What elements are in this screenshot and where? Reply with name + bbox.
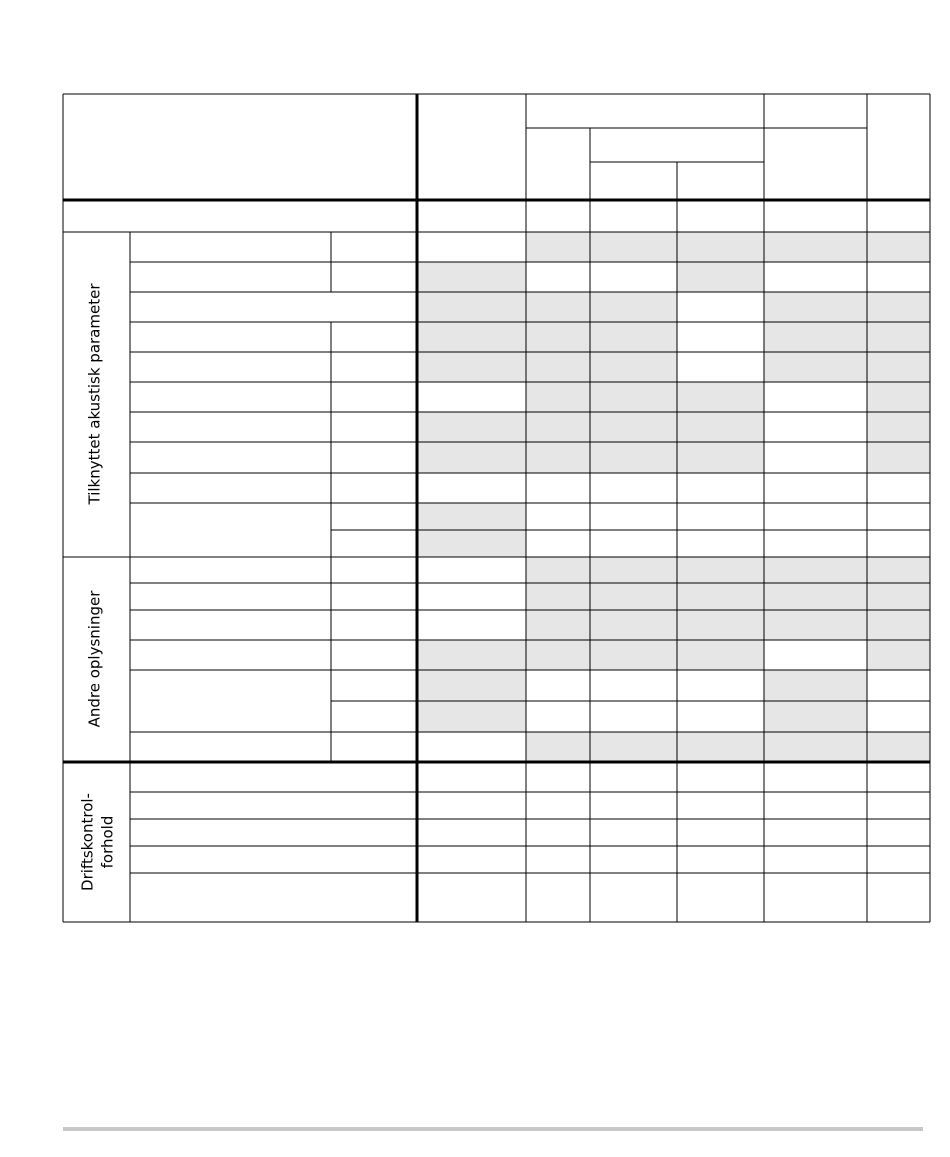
tilknyttet-shaded-cell bbox=[677, 442, 764, 473]
tilknyttet-shaded-cell bbox=[867, 352, 930, 382]
andre-shaded-cell bbox=[526, 732, 590, 762]
tilknyttet-shaded-cell bbox=[417, 442, 526, 473]
tilknyttet-shaded-cell bbox=[526, 382, 590, 412]
tilknyttet-shaded-cell bbox=[417, 262, 526, 292]
tilknyttet-shaded-cell bbox=[867, 442, 930, 473]
andre-shaded-cell bbox=[764, 583, 867, 610]
shaded-cells bbox=[417, 232, 930, 762]
andre-shaded-cell bbox=[764, 732, 867, 762]
tilknyttet-shaded-cell bbox=[677, 232, 764, 262]
tilknyttet-shaded-cell bbox=[677, 412, 764, 442]
tilknyttet-shaded-cell bbox=[526, 292, 590, 322]
andre-shaded-cell bbox=[677, 610, 764, 640]
andre-shaded-cell bbox=[677, 557, 764, 583]
andre-shaded-cell bbox=[526, 640, 590, 670]
footer-rule bbox=[63, 1127, 923, 1131]
tilknyttet-shaded-cell bbox=[764, 322, 867, 352]
tilknyttet-shaded-cell bbox=[417, 322, 526, 352]
tilknyttet-shaded-cell bbox=[590, 292, 677, 322]
tilknyttet-shaded-cell bbox=[867, 292, 930, 322]
section-label-tilknyttet: Tilknyttet akustisk parameter bbox=[85, 283, 104, 505]
andre-shaded-cell bbox=[417, 640, 526, 670]
andre-shaded-cell bbox=[590, 732, 677, 762]
tilknyttet-shaded-cell bbox=[677, 262, 764, 292]
andre-shaded-cell bbox=[526, 557, 590, 583]
andre-shaded-cell bbox=[526, 610, 590, 640]
andre-shaded-cell bbox=[764, 670, 867, 701]
tilknyttet-shaded-cell bbox=[526, 442, 590, 473]
tilknyttet-shaded-cell bbox=[764, 292, 867, 322]
andre-shaded-cell bbox=[590, 640, 677, 670]
tilknyttet-shaded-cell bbox=[867, 412, 930, 442]
tilknyttet-shaded-cell bbox=[417, 412, 526, 442]
tilknyttet-shaded-cell bbox=[867, 382, 930, 412]
tilknyttet-shaded-cell bbox=[867, 322, 930, 352]
tilknyttet-shaded-cell bbox=[764, 352, 867, 382]
andre-shaded-cell bbox=[590, 583, 677, 610]
andre-shaded-cell bbox=[764, 701, 867, 732]
tilknyttet-shaded-cell bbox=[526, 232, 590, 262]
tilknyttet-shaded-cell bbox=[526, 412, 590, 442]
tilknyttet-shaded-cell bbox=[590, 382, 677, 412]
andre-shaded-cell bbox=[677, 640, 764, 670]
andre-shaded-cell bbox=[867, 610, 930, 640]
tilknyttet-shaded-cell bbox=[417, 530, 526, 557]
andre-shaded-cell bbox=[526, 583, 590, 610]
section-labels bbox=[79, 283, 117, 891]
andre-shaded-cell bbox=[590, 557, 677, 583]
andre-shaded-cell bbox=[677, 583, 764, 610]
tilknyttet-shaded-cell bbox=[590, 412, 677, 442]
tilknyttet-shaded-cell bbox=[867, 232, 930, 262]
tilknyttet-shaded-cell bbox=[417, 503, 526, 530]
section-label-drift-line1: Driftskontrol- bbox=[78, 793, 97, 891]
tilknyttet-shaded-cell bbox=[526, 352, 590, 382]
andre-shaded-cell bbox=[417, 670, 526, 701]
tilknyttet-shaded-cell bbox=[590, 352, 677, 382]
andre-shaded-cell bbox=[764, 557, 867, 583]
andre-shaded-cell bbox=[417, 701, 526, 732]
tilknyttet-shaded-cell bbox=[590, 322, 677, 352]
andre-shaded-cell bbox=[867, 583, 930, 610]
andre-shaded-cell bbox=[867, 640, 930, 670]
tilknyttet-shaded-cell bbox=[417, 292, 526, 322]
andre-shaded-cell bbox=[590, 610, 677, 640]
tilknyttet-shaded-cell bbox=[590, 232, 677, 262]
andre-shaded-cell bbox=[867, 732, 930, 762]
andre-shaded-cell bbox=[677, 732, 764, 762]
tilknyttet-shaded-cell bbox=[677, 382, 764, 412]
andre-shaded-cell bbox=[764, 610, 867, 640]
section-label-drift-line2: forhold bbox=[98, 815, 117, 869]
tilknyttet-shaded-cell bbox=[590, 442, 677, 473]
tilknyttet-shaded-cell bbox=[526, 322, 590, 352]
tilknyttet-shaded-cell bbox=[764, 232, 867, 262]
andre-shaded-cell bbox=[867, 557, 930, 583]
tilknyttet-shaded-cell bbox=[417, 352, 526, 382]
section-label-andre: Andre oplysninger bbox=[85, 590, 104, 728]
